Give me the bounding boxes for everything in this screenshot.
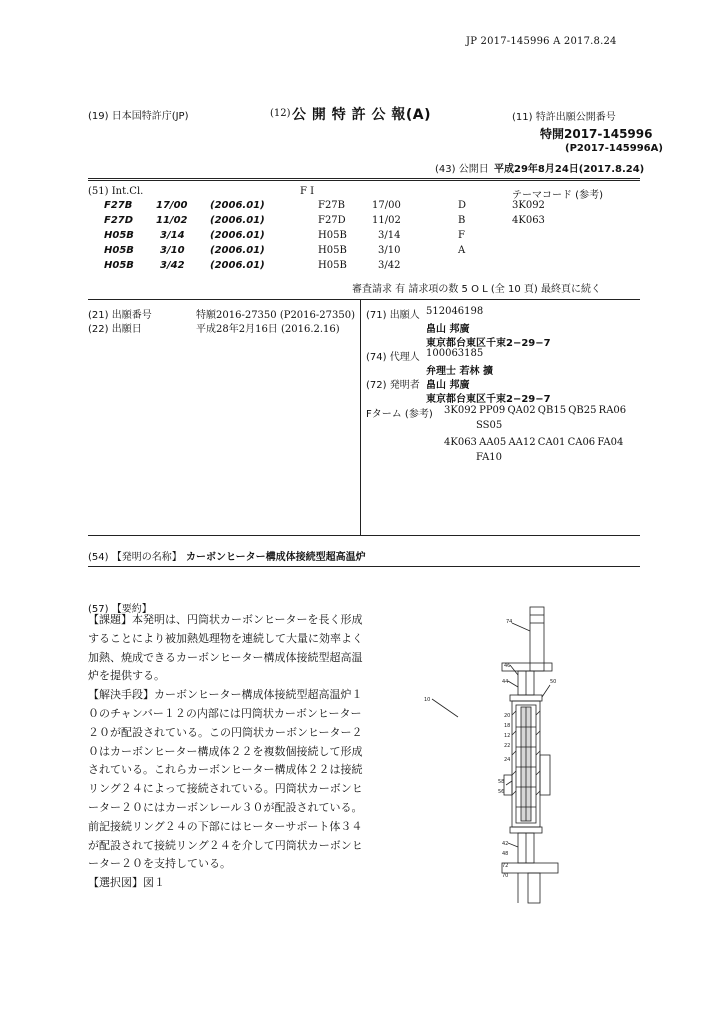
abstract-line: されている。これらカーボンヒーター構成体２２は接続 xyxy=(88,763,363,777)
fi-code: F27D xyxy=(318,215,346,226)
fi-code: H05B xyxy=(318,245,347,256)
intcl-label: (51) Int.Cl. xyxy=(88,186,144,197)
abstract-line: が配設されて接続リング２４を介して円筒状カーボンヒ xyxy=(88,838,363,852)
abstract-line: リング２４によって接続されている。円筒状カーボンヒ xyxy=(88,782,363,796)
theme-code: 3K092 xyxy=(512,200,545,211)
fi-group: 3/42 xyxy=(378,260,401,271)
pub-number: 特開2017-145996 xyxy=(540,127,653,141)
label-58: 58 xyxy=(498,779,505,785)
fi-code: H05B xyxy=(318,230,347,241)
title-divider xyxy=(88,566,640,567)
abstract-line: 加熱、焼成できるカーボンヒーター構成体接続型超高温 xyxy=(88,650,363,664)
intcl-year: (2006.01) xyxy=(210,200,265,211)
applicant-id: 512046198 xyxy=(426,306,484,317)
intcl-group: 11/02 xyxy=(156,215,188,226)
theme-code-label: テーマコード (参考) xyxy=(512,190,603,201)
fi-mark: B xyxy=(458,215,466,226)
abstract-line: 【解決手段】カーボンヒーター構成体接続型超高温炉１ xyxy=(88,688,363,702)
invention-title: カーボンヒーター構成体接続型超高温炉 xyxy=(186,552,366,563)
label-50: 50 xyxy=(550,679,557,685)
fi-code: H05B xyxy=(318,260,347,271)
applicant-address: 東京都台東区千束2−29−7 xyxy=(426,338,551,349)
abstract-line: することにより被加熱処理物を連続して大量に効率よく xyxy=(88,631,363,645)
examination-line: 審査請求 有 請求項の数 5 O L (全 10 頁) 最終頁に続く xyxy=(352,284,601,295)
label-18: 18 xyxy=(504,723,511,729)
app-number-label: (21) 出願番号 xyxy=(88,310,152,321)
abstract-line: 前記接続リング２４の下部にはヒーターサポート体３４ xyxy=(88,819,363,833)
header-divider-top xyxy=(88,178,640,179)
agent-name: 弁理士 若林 擴 xyxy=(426,366,493,377)
column-divider xyxy=(360,299,361,535)
label-44: 44 xyxy=(502,679,509,685)
doc-type-prefix: (12) xyxy=(270,108,291,119)
classification-table xyxy=(0,200,724,280)
abstract-line: ０のチャンバー１２の内部には円筒状カーボンヒーター xyxy=(88,706,362,720)
intcl-group: 3/10 xyxy=(160,245,185,256)
fterm-line-2: SS05 xyxy=(476,420,503,431)
fterm-line-3: 4K063 AA05 AA12 CA01 CA06 FA04 xyxy=(444,437,624,448)
app-date: 平成28年2月16日 (2016.2.16) xyxy=(196,324,340,335)
inventor-address: 東京都台東区千束2−29−7 xyxy=(426,394,551,405)
label-72: 72 xyxy=(502,863,509,869)
intcl-year: (2006.01) xyxy=(210,215,265,226)
agent-label: (74) 代理人 xyxy=(366,352,420,363)
pub-date-label: (43) 公開日 xyxy=(435,164,489,175)
classification-divider xyxy=(88,299,640,300)
furnace-drawing xyxy=(418,605,578,905)
intcl-year: (2006.01) xyxy=(210,230,265,241)
fi-mark: F xyxy=(458,230,465,241)
label-12: 12 xyxy=(504,733,511,739)
pub-date: 平成29年8月24日(2017.8.24) xyxy=(494,164,645,175)
label-74: 74 xyxy=(506,619,513,625)
abstract-line: 炉を提供する。 xyxy=(88,669,165,683)
intcl-code: H05B xyxy=(104,260,134,271)
fi-group: 3/14 xyxy=(378,230,401,241)
label-46: 46 xyxy=(504,663,511,669)
abstract-body xyxy=(88,611,388,893)
invention-title-label: (54) 【発明の名称】 xyxy=(88,552,182,563)
label-48: 48 xyxy=(502,851,509,857)
label-70: 70 xyxy=(502,873,509,879)
header-divider-bottom xyxy=(88,180,640,181)
app-date-label: (22) 出願日 xyxy=(88,324,142,335)
intcl-code: F27D xyxy=(104,215,134,226)
label-22: 22 xyxy=(504,743,511,749)
pub-number-label: (11) 特許出願公開番号 xyxy=(512,112,616,123)
abstract-line: ２０が配設されている。この円筒状カーボンヒーター２ xyxy=(88,725,363,739)
fi-label: F I xyxy=(300,186,315,197)
top-reference: JP 2017-145996 A 2017.8.24 xyxy=(466,36,617,47)
intcl-code: H05B xyxy=(104,230,134,241)
fterm-line-4: FA10 xyxy=(476,452,503,463)
app-number: 特願2016-27350 (P2016-27350) xyxy=(196,310,355,321)
office-name: (19) 日本国特許庁(JP) xyxy=(88,111,189,122)
fi-group: 17/00 xyxy=(372,200,401,211)
fi-mark: A xyxy=(458,245,466,256)
label-20: 20 xyxy=(504,713,511,719)
label-24: 24 xyxy=(504,757,511,763)
fi-group: 11/02 xyxy=(372,215,401,226)
abstract-line: ーター２０にはカーボンレール３０が配設されている。 xyxy=(88,800,363,814)
intcl-code: F27B xyxy=(104,200,133,211)
fi-code: F27B xyxy=(318,200,346,211)
fi-mark: D xyxy=(458,200,467,211)
abstract-line: 【選択図】図１ xyxy=(88,876,165,890)
abstract-line: ０はカーボンヒーター構成体２２を複数個接続して形成 xyxy=(88,744,363,758)
intcl-code: H05B xyxy=(104,245,134,256)
fterm-label: Fターム (参考) xyxy=(366,409,433,420)
theme-code: 4K063 xyxy=(512,215,545,226)
fterm-line-1: 3K092 PP09 QA02 QB15 QB25 RA06 xyxy=(444,405,627,416)
intcl-group: 3/42 xyxy=(160,260,185,271)
pub-number-alt: (P2017-145996A) xyxy=(565,143,663,154)
abstract-line: ーター２０を支持している。 xyxy=(88,857,231,871)
label-56: 56 xyxy=(498,789,505,795)
fi-group: 3/10 xyxy=(378,245,401,256)
abstract-line: 【課題】本発明は、円筒状カーボンヒーターを長く形成 xyxy=(88,613,363,626)
inventor-label: (72) 発明者 xyxy=(366,380,420,391)
intcl-group: 17/00 xyxy=(156,200,188,211)
intcl-year: (2006.01) xyxy=(210,260,265,271)
agent-id: 100063185 xyxy=(426,348,484,359)
inventor-name: 畠山 邦廣 xyxy=(426,380,470,391)
abstract-label: (57) 【要約】 xyxy=(88,604,152,615)
intcl-group: 3/14 xyxy=(160,230,185,241)
applicant-name: 畠山 邦廣 xyxy=(426,324,470,335)
parties-divider xyxy=(88,535,640,536)
applicant-label: (71) 出願人 xyxy=(366,310,420,321)
label-42: 42 xyxy=(502,841,509,847)
label-10: 10 xyxy=(424,697,431,703)
doc-type: 公 開 特 許 公 報(A) xyxy=(292,107,432,123)
intcl-year: (2006.01) xyxy=(210,245,265,256)
